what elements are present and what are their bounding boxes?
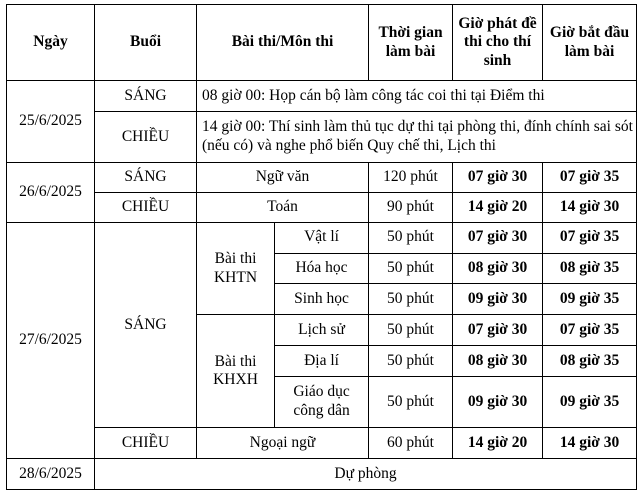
table-row (7, 428, 637, 459)
table-row (7, 163, 637, 193)
distribute-cell: 07 giờ 30 (453, 222, 543, 253)
distribute-cell: 09 giờ 30 (453, 284, 543, 315)
header-row (7, 5, 637, 81)
distribute-cell: 08 giờ 30 (453, 346, 543, 377)
date-cell: 27/6/2025 (7, 222, 95, 458)
session-cell: CHIỀU (95, 111, 197, 162)
table-row (7, 459, 637, 490)
subject-cell: Toán (197, 193, 369, 223)
subject-cell: Vật lí (275, 222, 369, 253)
subject-cell: Hóa học (275, 253, 369, 284)
subject-cell: Ngữ văn (197, 163, 369, 193)
header-distribute: Giờ phát đề thi cho thí sinh (453, 5, 543, 81)
distribute-cell: 14 giờ 20 (453, 428, 543, 459)
date-cell: 25/6/2025 (7, 81, 95, 163)
distribute-cell: 07 giờ 30 (453, 163, 543, 193)
duration-cell: 50 phút (369, 222, 453, 253)
start-cell: 09 giờ 35 (543, 284, 637, 315)
subject-cell: Ngoại ngữ (197, 428, 369, 459)
start-cell: 08 giờ 35 (543, 346, 637, 377)
start-cell: 07 giờ 35 (543, 222, 637, 253)
session-cell: SÁNG (95, 81, 197, 112)
duration-cell: 50 phút (369, 376, 453, 427)
duration-cell: 60 phút (369, 428, 453, 459)
header-session: Buổi (95, 5, 197, 81)
start-cell: 08 giờ 35 (543, 253, 637, 284)
distribute-cell: 09 giờ 30 (453, 376, 543, 427)
table-row (7, 111, 637, 162)
date-cell: 28/6/2025 (7, 459, 95, 490)
note-cell: Dự phòng (95, 459, 637, 490)
table-row (7, 222, 637, 253)
distribute-cell: 07 giờ 30 (453, 315, 543, 346)
group-cell: Bài thi KHXH (197, 315, 275, 428)
header-start: Giờ bắt đầu làm bài (543, 5, 637, 81)
table-row (7, 193, 637, 223)
header-date: Ngày (7, 5, 95, 81)
session-cell: SÁNG (95, 163, 197, 193)
start-cell: 09 giờ 35 (543, 376, 637, 427)
start-cell: 14 giờ 30 (543, 193, 637, 223)
note-cell: 14 giờ 00: Thí sinh làm thủ tục dự thi tại phòng thi, đính chính sai sót (nếu có) và nghe phổ biến Quy chế thi, Lịch thi (197, 111, 637, 162)
duration-cell: 50 phút (369, 315, 453, 346)
subject-cell: Giáo dục công dân (275, 376, 369, 427)
exam-schedule-table (6, 4, 637, 490)
group-cell: Bài thi KHTN (197, 222, 275, 314)
session-cell: SÁNG (95, 222, 197, 427)
duration-cell: 50 phút (369, 253, 453, 284)
date-cell: 26/6/2025 (7, 163, 95, 223)
header-duration: Thời gian làm bài (369, 5, 453, 81)
distribute-cell: 08 giờ 30 (453, 253, 543, 284)
start-cell: 14 giờ 30 (543, 428, 637, 459)
distribute-cell: 14 giờ 20 (453, 193, 543, 223)
duration-cell: 120 phút (369, 163, 453, 193)
subject-cell: Lịch sử (275, 315, 369, 346)
duration-cell: 50 phút (369, 346, 453, 377)
start-cell: 07 giờ 35 (543, 163, 637, 193)
session-cell: CHIỀU (95, 428, 197, 459)
session-cell: CHIỀU (95, 193, 197, 223)
start-cell: 07 giờ 35 (543, 315, 637, 346)
note-cell: 08 giờ 00: Họp cán bộ làm công tác coi thi tại Điểm thi (197, 81, 637, 112)
subject-cell: Sinh học (275, 284, 369, 315)
subject-cell: Địa lí (275, 346, 369, 377)
duration-cell: 90 phút (369, 193, 453, 223)
duration-cell: 50 phút (369, 284, 453, 315)
table-row (7, 81, 637, 112)
header-subject: Bài thi/Môn thi (197, 5, 369, 81)
